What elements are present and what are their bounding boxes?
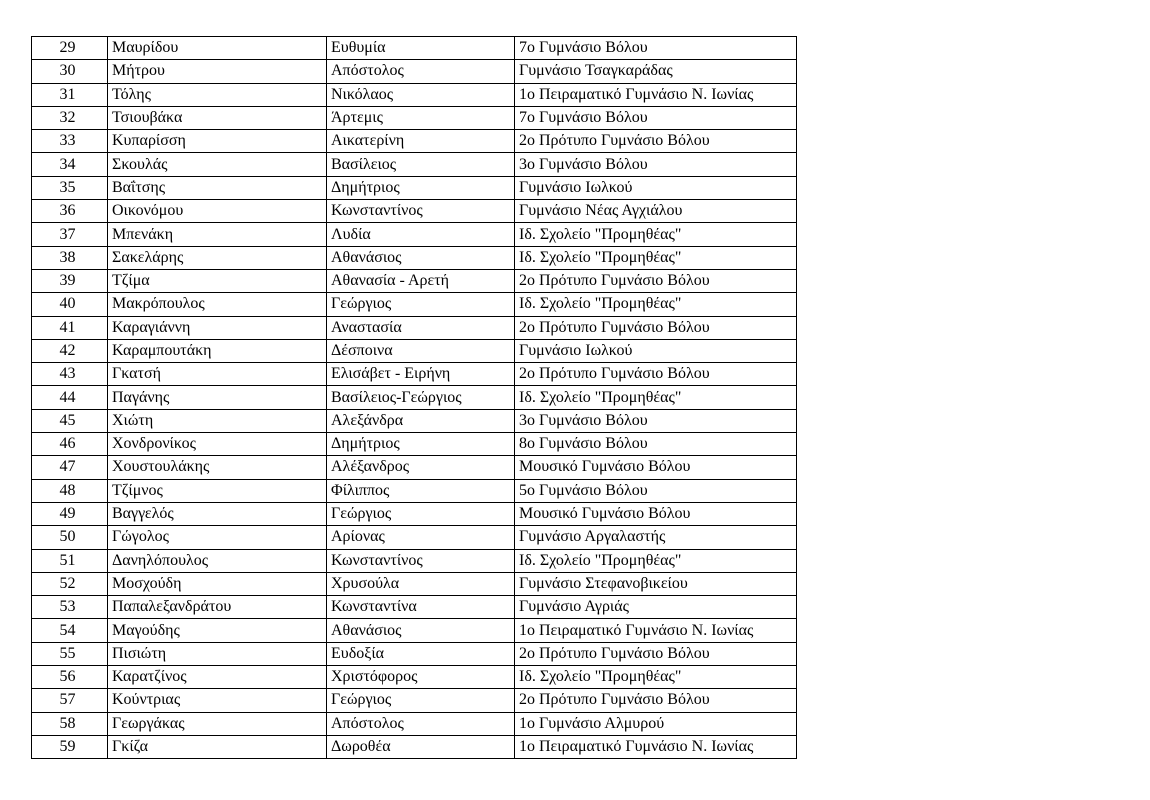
row-number: 35 bbox=[32, 176, 108, 199]
table-row bbox=[32, 83, 797, 106]
school-cell: Μουσικό Γυμνάσιο Βόλου bbox=[515, 502, 797, 525]
school-cell: Ιδ. Σχολείο "Προμηθέας" bbox=[515, 386, 797, 409]
school-cell: 2ο Πρότυπο Γυμνάσιο Βόλου bbox=[515, 269, 797, 292]
row-number: 29 bbox=[32, 37, 108, 60]
school-cell: 7ο Γυμνάσιο Βόλου bbox=[515, 37, 797, 60]
surname-cell: Κούντριας bbox=[108, 689, 327, 712]
first-name-cell: Αικατερίνη bbox=[327, 130, 515, 153]
first-name-cell: Αθανάσιος bbox=[327, 619, 515, 642]
first-name-cell: Δημήτριος bbox=[327, 176, 515, 199]
row-number: 30 bbox=[32, 60, 108, 83]
first-name-cell: Άρτεμις bbox=[327, 106, 515, 129]
school-cell: Γυμνάσιο Αγριάς bbox=[515, 596, 797, 619]
row-number: 32 bbox=[32, 106, 108, 129]
first-name-cell: Κωνσταντίνος bbox=[327, 200, 515, 223]
table-row bbox=[32, 433, 797, 456]
surname-cell: Γκίζα bbox=[108, 735, 327, 758]
table-row bbox=[32, 526, 797, 549]
row-number: 37 bbox=[32, 223, 108, 246]
table-row bbox=[32, 246, 797, 269]
student-table bbox=[31, 36, 797, 759]
table-row bbox=[32, 176, 797, 199]
document-page bbox=[31, 36, 797, 759]
school-cell: 8ο Γυμνάσιο Βόλου bbox=[515, 433, 797, 456]
table-row bbox=[32, 363, 797, 386]
row-number: 31 bbox=[32, 83, 108, 106]
surname-cell: Τζίμνος bbox=[108, 479, 327, 502]
school-cell: 2ο Πρότυπο Γυμνάσιο Βόλου bbox=[515, 689, 797, 712]
surname-cell: Μαγούδης bbox=[108, 619, 327, 642]
table-row bbox=[32, 619, 797, 642]
school-cell: Ιδ. Σχολείο "Προμηθέας" bbox=[515, 293, 797, 316]
first-name-cell: Βασίλειος bbox=[327, 153, 515, 176]
row-number: 51 bbox=[32, 549, 108, 572]
school-cell: 2ο Πρότυπο Γυμνάσιο Βόλου bbox=[515, 642, 797, 665]
surname-cell: Σακελάρης bbox=[108, 246, 327, 269]
school-cell: Γυμνάσιο Ιωλκού bbox=[515, 176, 797, 199]
school-cell: 3ο Γυμνάσιο Βόλου bbox=[515, 409, 797, 432]
table-row bbox=[32, 293, 797, 316]
table-row bbox=[32, 502, 797, 525]
surname-cell: Δανηλόπουλος bbox=[108, 549, 327, 572]
surname-cell: Μακρόπουλος bbox=[108, 293, 327, 316]
table-row bbox=[32, 37, 797, 60]
surname-cell: Οικονόμου bbox=[108, 200, 327, 223]
first-name-cell: Αλέξανδρος bbox=[327, 456, 515, 479]
school-cell: Ιδ. Σχολείο "Προμηθέας" bbox=[515, 549, 797, 572]
row-number: 53 bbox=[32, 596, 108, 619]
row-number: 33 bbox=[32, 130, 108, 153]
table-row bbox=[32, 712, 797, 735]
surname-cell: Μαυρίδου bbox=[108, 37, 327, 60]
school-cell: Γυμνάσιο Τσαγκαράδας bbox=[515, 60, 797, 83]
first-name-cell: Αρίονας bbox=[327, 526, 515, 549]
surname-cell: Μήτρου bbox=[108, 60, 327, 83]
surname-cell: Παπαλεξανδράτου bbox=[108, 596, 327, 619]
first-name-cell: Αθανάσιος bbox=[327, 246, 515, 269]
row-number: 40 bbox=[32, 293, 108, 316]
table-row bbox=[32, 735, 797, 758]
row-number: 34 bbox=[32, 153, 108, 176]
table-row bbox=[32, 153, 797, 176]
table-row bbox=[32, 666, 797, 689]
surname-cell: Σκουλάς bbox=[108, 153, 327, 176]
table-row bbox=[32, 479, 797, 502]
first-name-cell: Ευθυμία bbox=[327, 37, 515, 60]
first-name-cell: Χρυσούλα bbox=[327, 572, 515, 595]
row-number: 57 bbox=[32, 689, 108, 712]
school-cell: Γυμνάσιο Αργαλαστής bbox=[515, 526, 797, 549]
surname-cell: Γκατσή bbox=[108, 363, 327, 386]
school-cell: 2ο Πρότυπο Γυμνάσιο Βόλου bbox=[515, 316, 797, 339]
school-cell: 1ο Πειραματικό Γυμνάσιο Ν. Ιωνίας bbox=[515, 83, 797, 106]
first-name-cell: Αλεξάνδρα bbox=[327, 409, 515, 432]
first-name-cell: Αθανασία - Αρετή bbox=[327, 269, 515, 292]
school-cell: 1ο Πειραματικό Γυμνάσιο Ν. Ιωνίας bbox=[515, 735, 797, 758]
school-cell: Μουσικό Γυμνάσιο Βόλου bbox=[515, 456, 797, 479]
row-number: 48 bbox=[32, 479, 108, 502]
table-row bbox=[32, 456, 797, 479]
first-name-cell: Φίλιππος bbox=[327, 479, 515, 502]
school-cell: Ιδ. Σχολείο "Προμηθέας" bbox=[515, 223, 797, 246]
school-cell: Ιδ. Σχολείο "Προμηθέας" bbox=[515, 666, 797, 689]
surname-cell: Χουστουλάκης bbox=[108, 456, 327, 479]
school-cell: 5ο Γυμνάσιο Βόλου bbox=[515, 479, 797, 502]
table-row bbox=[32, 642, 797, 665]
table-row bbox=[32, 60, 797, 83]
row-number: 38 bbox=[32, 246, 108, 269]
row-number: 45 bbox=[32, 409, 108, 432]
table-row bbox=[32, 223, 797, 246]
surname-cell: Τσιουβάκα bbox=[108, 106, 327, 129]
row-number: 59 bbox=[32, 735, 108, 758]
row-number: 44 bbox=[32, 386, 108, 409]
surname-cell: Μοσχούδη bbox=[108, 572, 327, 595]
table-row bbox=[32, 549, 797, 572]
school-cell: 2ο Πρότυπο Γυμνάσιο Βόλου bbox=[515, 130, 797, 153]
row-number: 54 bbox=[32, 619, 108, 642]
surname-cell: Τζίμα bbox=[108, 269, 327, 292]
first-name-cell: Αναστασία bbox=[327, 316, 515, 339]
first-name-cell: Χριστόφορος bbox=[327, 666, 515, 689]
surname-cell: Βαγγελός bbox=[108, 502, 327, 525]
first-name-cell: Γεώργιος bbox=[327, 502, 515, 525]
row-number: 49 bbox=[32, 502, 108, 525]
first-name-cell: Δωροθέα bbox=[327, 735, 515, 758]
row-number: 55 bbox=[32, 642, 108, 665]
first-name-cell: Απόστολος bbox=[327, 712, 515, 735]
table-row bbox=[32, 572, 797, 595]
first-name-cell: Λυδία bbox=[327, 223, 515, 246]
table-row bbox=[32, 339, 797, 362]
first-name-cell: Κωνσταντίνος bbox=[327, 549, 515, 572]
surname-cell: Χονδρονίκος bbox=[108, 433, 327, 456]
row-number: 42 bbox=[32, 339, 108, 362]
school-cell: Γυμνάσιο Ιωλκού bbox=[515, 339, 797, 362]
school-cell: 2ο Πρότυπο Γυμνάσιο Βόλου bbox=[515, 363, 797, 386]
table-row bbox=[32, 689, 797, 712]
surname-cell: Πισιώτη bbox=[108, 642, 327, 665]
student-table-body bbox=[32, 37, 797, 759]
first-name-cell: Νικόλαος bbox=[327, 83, 515, 106]
surname-cell: Καρατζίνος bbox=[108, 666, 327, 689]
first-name-cell: Βασίλειος-Γεώργιος bbox=[327, 386, 515, 409]
surname-cell: Τόλης bbox=[108, 83, 327, 106]
table-row bbox=[32, 130, 797, 153]
surname-cell: Γεωργάκας bbox=[108, 712, 327, 735]
row-number: 58 bbox=[32, 712, 108, 735]
surname-cell: Μπενάκη bbox=[108, 223, 327, 246]
surname-cell: Γώγολος bbox=[108, 526, 327, 549]
table-row bbox=[32, 596, 797, 619]
row-number: 46 bbox=[32, 433, 108, 456]
first-name-cell: Ευδοξία bbox=[327, 642, 515, 665]
surname-cell: Παγάνης bbox=[108, 386, 327, 409]
row-number: 41 bbox=[32, 316, 108, 339]
row-number: 43 bbox=[32, 363, 108, 386]
school-cell: 1ο Γυμνάσιο Αλμυρού bbox=[515, 712, 797, 735]
table-row bbox=[32, 316, 797, 339]
school-cell: Ιδ. Σχολείο "Προμηθέας" bbox=[515, 246, 797, 269]
row-number: 39 bbox=[32, 269, 108, 292]
first-name-cell: Απόστολος bbox=[327, 60, 515, 83]
first-name-cell: Γεώργιος bbox=[327, 689, 515, 712]
first-name-cell: Γεώργιος bbox=[327, 293, 515, 316]
row-number: 50 bbox=[32, 526, 108, 549]
surname-cell: Καραγιάννη bbox=[108, 316, 327, 339]
row-number: 52 bbox=[32, 572, 108, 595]
school-cell: Γυμνάσιο Στεφανοβικείου bbox=[515, 572, 797, 595]
row-number: 56 bbox=[32, 666, 108, 689]
first-name-cell: Δημήτριος bbox=[327, 433, 515, 456]
row-number: 36 bbox=[32, 200, 108, 223]
school-cell: 7ο Γυμνάσιο Βόλου bbox=[515, 106, 797, 129]
table-row bbox=[32, 409, 797, 432]
first-name-cell: Δέσποινα bbox=[327, 339, 515, 362]
table-row bbox=[32, 200, 797, 223]
surname-cell: Καραμπουτάκη bbox=[108, 339, 327, 362]
surname-cell: Βαΐτσης bbox=[108, 176, 327, 199]
school-cell: 1ο Πειραματικό Γυμνάσιο Ν. Ιωνίας bbox=[515, 619, 797, 642]
surname-cell: Χιώτη bbox=[108, 409, 327, 432]
school-cell: Γυμνάσιο Νέας Αγχιάλου bbox=[515, 200, 797, 223]
school-cell: 3ο Γυμνάσιο Βόλου bbox=[515, 153, 797, 176]
row-number: 47 bbox=[32, 456, 108, 479]
surname-cell: Κυπαρίσση bbox=[108, 130, 327, 153]
table-row bbox=[32, 386, 797, 409]
table-row bbox=[32, 269, 797, 292]
table-row bbox=[32, 106, 797, 129]
first-name-cell: Ελισάβετ - Ειρήνη bbox=[327, 363, 515, 386]
first-name-cell: Κωνσταντίνα bbox=[327, 596, 515, 619]
